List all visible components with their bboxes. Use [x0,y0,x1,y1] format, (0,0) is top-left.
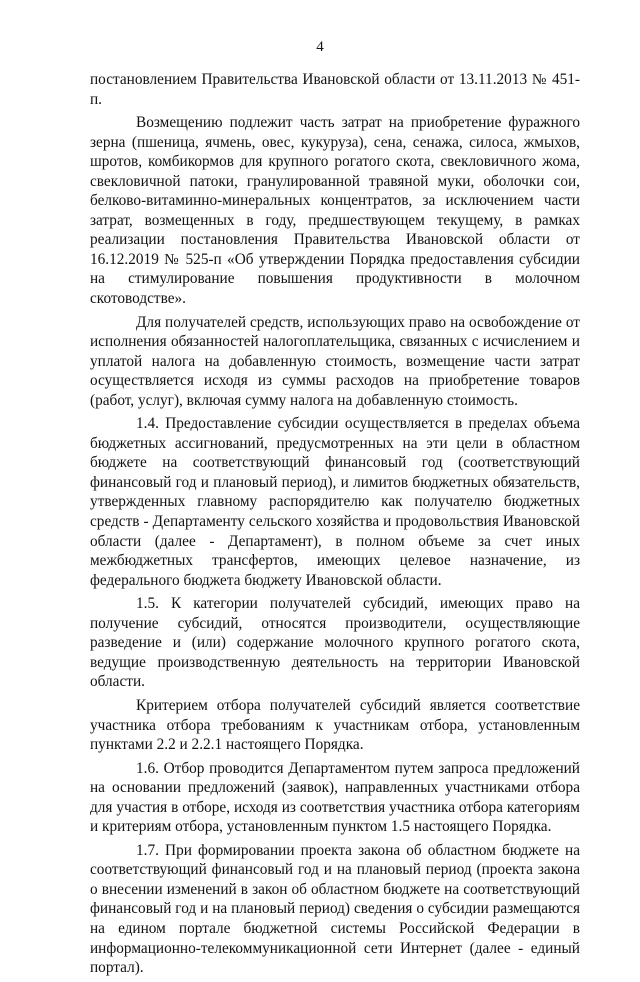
paragraph-vat-exemption: Для получателей средств, использующих право на освобождение от исполнения обязанностей налогоплательщика, связанных с исчислением и уплатой налога на добавленную стоимость, возмещение части затрат осуществляется исходя из суммы расходов на приобретение товаров (работ, услуг), включая сумму налога на добавленную стоимость. [90,313,580,409]
paragraph-1-6: 1.6. Отбор проводится Департаментом путем запроса предложений на основании предложений (заявок), направленных участниками отбора для участия в отборе, исходя из соответствия участника отбора категориям и критериям отбора, установленным пунктом 1.5 настоящего Порядка. [90,759,580,836]
paragraph-reimbursable-costs: Возмещению подлежит часть затрат на приобретение фуражного зерна (пшеница, ячмень, овес, кукуруза), сена, сенажа, силоса, жмыхов, шротов, комбикормов для крупного рогатого скота, свекловичного жома, свекловичной патоки, гранулированной травяной муки, оболочки сои, белково-витаминно-минеральных концентратов, за исключением части затрат, возмещенных в году, предшествующем текущему, в рамках реализации постановления Правительства Ивановской области от 16.12.2019 № 525-п «Об утверждении Порядка предоставления субсидии на стимулирование повышения продуктивности в молочном скотоводстве». [90,114,580,308]
paragraph-continuation: постановлением Правительства Ивановской области от 13.11.2013 № 451-п. [90,71,580,108]
paragraph-1-5: 1.5. К категории получателей субсидий, имеющих право на получение субсидий, относятся производители, осуществляющие разведение и (или) содержание молочного крупного рогатого скота, ведущие производственную деятельность на территории Ивановской области. [90,595,580,691]
page-number: 4 [316,39,324,55]
paragraph-1-7: 1.7. При формировании проекта закона об областном бюджете на соответствующий финансовый год и на плановый период (проекта закона о внесении изменений в закон об областном бюджете на соответствующий финансовый год и на плановый период) сведения о субсидии размещаются на едином портале бюджетной системы Российской Федерации в информационно-телекоммуникационной сети Интернет (далее - единый портал). [90,841,580,977]
paragraph-1-4: 1.4. Предоставление субсидии осуществляется в пределах объема бюджетных ассигнований, предусмотренных на эти цели в областном бюджете на соответствующий финансовый год (соответствующий финансовый год и плановый период), и лимитов бюджетных обязательств, утвержденных главному распорядителю как получателю бюджетных средств - Департаменту сельского хозяйства и продовольствия Ивановской области (далее - Департамент), в полном объеме за счет иных межбюджетных трансфертов, имеющих целевое назначение, из федерального бюджета бюджету Ивановской области. [90,415,580,589]
document-body [90,70,580,982]
paragraph-selection-criterion: Критерием отбора получателей субсидий является соответствие участника отбора требованиям к участникам отбора, установленным пунктами 2.2 и 2.2.1 настоящего Порядка. [90,696,580,754]
